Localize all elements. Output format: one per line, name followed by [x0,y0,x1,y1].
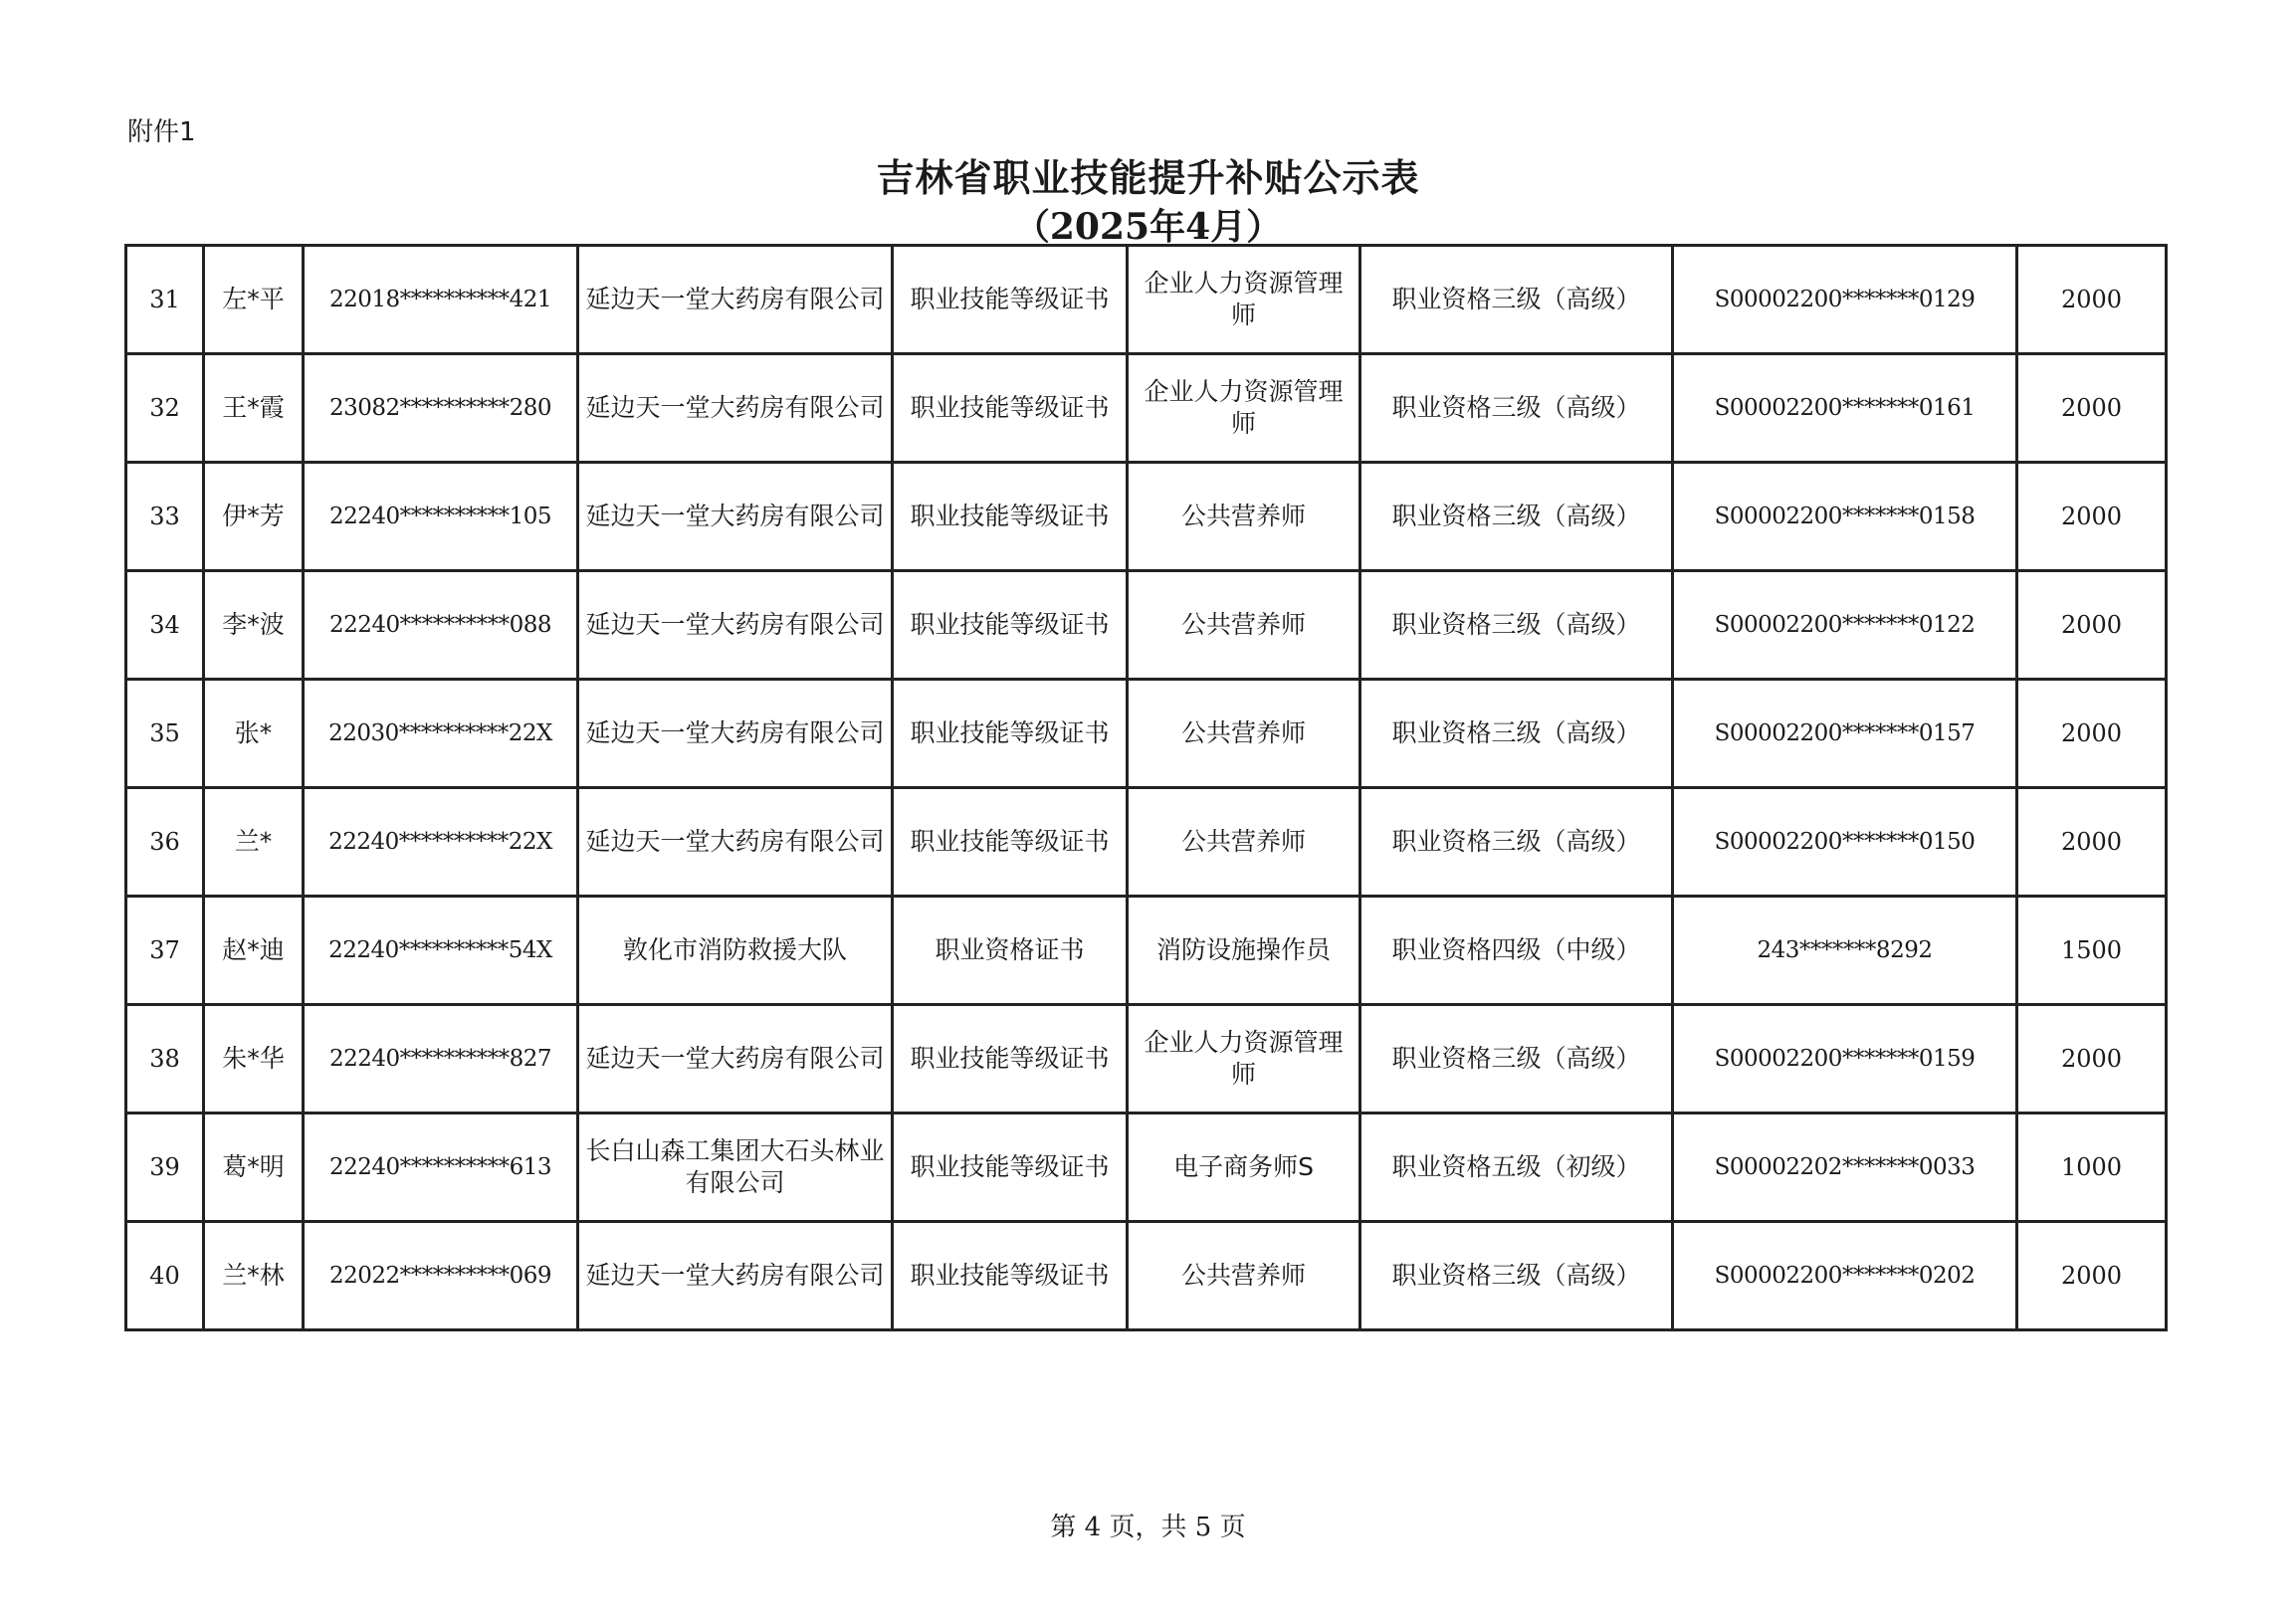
cell-id-number: 23082**********280 [304,354,578,463]
cell-certificate-type: 职业技能等级证书 [893,463,1128,571]
cell-name: 左*平 [204,246,304,354]
table-row [126,1005,2167,1114]
cell-company: 延边天一堂大药房有限公司 [578,463,893,571]
table-row [126,354,2167,463]
cell-amount: 2000 [2017,571,2167,680]
cell-row-number: 31 [126,246,204,354]
cell-level: 职业资格四级（中级） [1360,897,1673,1005]
table-row [126,680,2167,788]
cell-certificate-number: S00002200*******0122 [1673,571,2017,680]
cell-level: 职业资格三级（高级） [1360,571,1673,680]
cell-name: 李*波 [204,571,304,680]
table-row [126,788,2167,897]
table-row [126,1114,2167,1222]
cell-id-number: 22240**********088 [304,571,578,680]
cell-row-number: 38 [126,1005,204,1114]
cell-id-number: 22240**********22X [304,788,578,897]
cell-certificate-type: 职业技能等级证书 [893,788,1128,897]
cell-amount: 2000 [2017,246,2167,354]
cell-certificate-type: 职业技能等级证书 [893,571,1128,680]
cell-amount: 2000 [2017,680,2167,788]
cell-certificate-number: S00002200*******0159 [1673,1005,2017,1114]
cell-row-number: 35 [126,680,204,788]
cell-certificate-number: S00002200*******0161 [1673,354,2017,463]
cell-certificate-number: S00002200*******0202 [1673,1222,2017,1330]
cell-level: 职业资格三级（高级） [1360,354,1673,463]
subsidy-table [124,244,2168,1331]
cell-id-number: 22240**********105 [304,463,578,571]
cell-company: 延边天一堂大药房有限公司 [578,1222,893,1330]
cell-amount: 2000 [2017,463,2167,571]
cell-name: 兰* [204,788,304,897]
cell-certificate-type: 职业技能等级证书 [893,1005,1128,1114]
cell-certificate-number: S00002200*******0158 [1673,463,2017,571]
cell-row-number: 34 [126,571,204,680]
table-body [126,246,2167,1330]
cell-occupation: 消防设施操作员 [1128,897,1360,1005]
cell-certificate-number: 243*******8292 [1673,897,2017,1005]
page-number: 第 4 页，共 5 页 [1050,1513,1246,1542]
table-row [126,897,2167,1005]
cell-occupation: 企业人力资源管理师 [1128,1005,1360,1114]
attachment-label: 附件1 [127,117,196,147]
cell-level: 职业资格三级（高级） [1360,463,1673,571]
cell-certificate-number: S00002202*******0033 [1673,1114,2017,1222]
cell-name: 葛*明 [204,1114,304,1222]
cell-name: 兰*林 [204,1222,304,1330]
table-row [126,463,2167,571]
cell-level: 职业资格三级（高级） [1360,1005,1673,1114]
table-row [126,571,2167,680]
cell-certificate-number: S00002200*******0157 [1673,680,2017,788]
cell-id-number: 22240**********54X [304,897,578,1005]
cell-row-number: 32 [126,354,204,463]
cell-level: 职业资格三级（高级） [1360,788,1673,897]
document-subtitle: （2025年4月） [1013,206,1283,248]
cell-company: 延边天一堂大药房有限公司 [578,1005,893,1114]
cell-amount: 2000 [2017,1222,2167,1330]
cell-occupation: 公共营养师 [1128,463,1360,571]
document-title: 吉林省职业技能提升补贴公示表 [876,156,1420,200]
cell-row-number: 37 [126,897,204,1005]
cell-amount: 2000 [2017,354,2167,463]
cell-row-number: 40 [126,1222,204,1330]
table-row [126,246,2167,354]
cell-company: 延边天一堂大药房有限公司 [578,788,893,897]
cell-occupation: 公共营养师 [1128,788,1360,897]
cell-certificate-number: S00002200*******0150 [1673,788,2017,897]
cell-id-number: 22240**********827 [304,1005,578,1114]
cell-name: 张* [204,680,304,788]
cell-level: 职业资格三级（高级） [1360,1222,1673,1330]
cell-company: 敦化市消防救援大队 [578,897,893,1005]
cell-amount: 1500 [2017,897,2167,1005]
cell-company: 长白山森工集团大石头林业有限公司 [578,1114,893,1222]
cell-occupation: 企业人力资源管理师 [1128,354,1360,463]
cell-amount: 2000 [2017,788,2167,897]
cell-name: 赵*迪 [204,897,304,1005]
cell-occupation: 公共营养师 [1128,680,1360,788]
cell-id-number: 22018**********421 [304,246,578,354]
cell-certificate-number: S00002200*******0129 [1673,246,2017,354]
cell-company: 延边天一堂大药房有限公司 [578,354,893,463]
cell-name: 朱*华 [204,1005,304,1114]
cell-certificate-type: 职业技能等级证书 [893,1114,1128,1222]
cell-level: 职业资格五级（初级） [1360,1114,1673,1222]
cell-level: 职业资格三级（高级） [1360,680,1673,788]
cell-certificate-type: 职业资格证书 [893,897,1128,1005]
cell-certificate-type: 职业技能等级证书 [893,246,1128,354]
cell-amount: 1000 [2017,1114,2167,1222]
cell-row-number: 39 [126,1114,204,1222]
cell-certificate-type: 职业技能等级证书 [893,1222,1128,1330]
cell-certificate-type: 职业技能等级证书 [893,354,1128,463]
table-row [126,1222,2167,1330]
cell-occupation: 公共营养师 [1128,571,1360,680]
cell-name: 王*霞 [204,354,304,463]
cell-certificate-type: 职业技能等级证书 [893,680,1128,788]
cell-id-number: 22022**********069 [304,1222,578,1330]
cell-level: 职业资格三级（高级） [1360,246,1673,354]
cell-company: 延边天一堂大药房有限公司 [578,571,893,680]
cell-amount: 2000 [2017,1005,2167,1114]
cell-company: 延边天一堂大药房有限公司 [578,680,893,788]
cell-id-number: 22030**********22X [304,680,578,788]
cell-company: 延边天一堂大药房有限公司 [578,246,893,354]
cell-occupation: 电子商务师S [1128,1114,1360,1222]
cell-occupation: 企业人力资源管理师 [1128,246,1360,354]
cell-occupation: 公共营养师 [1128,1222,1360,1330]
cell-name: 伊*芳 [204,463,304,571]
cell-row-number: 33 [126,463,204,571]
cell-row-number: 36 [126,788,204,897]
cell-id-number: 22240**********613 [304,1114,578,1222]
